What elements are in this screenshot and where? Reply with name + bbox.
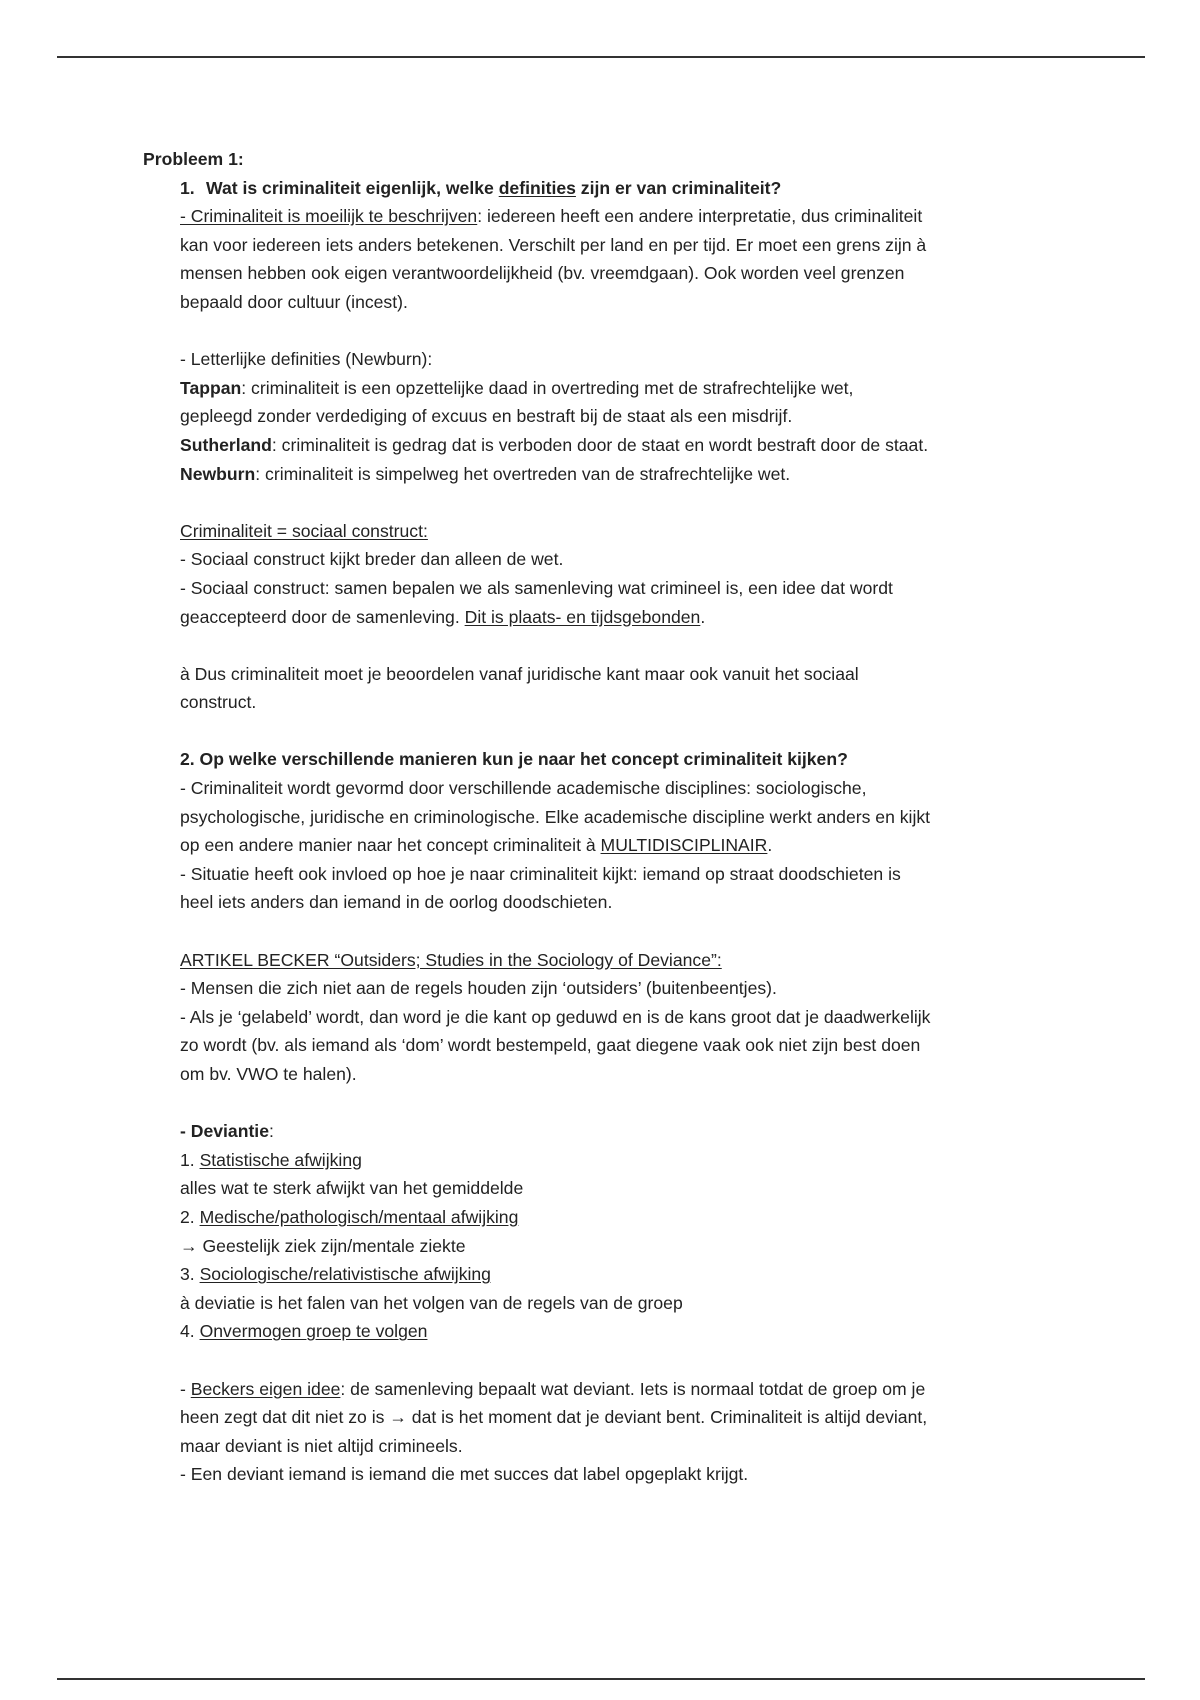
paragraph-text: op een andere manier naar het concept criminaliteit à xyxy=(180,835,601,856)
question-1-title xyxy=(180,174,1063,203)
paragraph-text: - xyxy=(180,1378,191,1399)
paragraph-line: heen zegt dat dit niet zo is → dat is het moment dat je deviant bent. Criminaliteit is altijd deviant, xyxy=(180,1407,928,1428)
paragraph-line: zo wordt (bv. als iemand als ‘dom’ wordt bestempeld, gaat diegene vaak ook niet zijn best doen xyxy=(180,1035,921,1056)
blank-line xyxy=(180,488,1063,517)
definition-text: : criminaliteit is een opzettelijke daad in overtreding met de strafrechtelijke wet, xyxy=(241,377,854,398)
conclusion-line: construct. xyxy=(180,692,257,713)
paragraph-line: - Criminaliteit wordt gevormd door verschillende academische disciplines: sociologische, xyxy=(180,778,867,799)
paragraph-line: - Situatie heeft ook invloed op hoe je naar criminaliteit kijkt: iemand op straat doodschieten is xyxy=(180,863,901,884)
paragraph-text: . xyxy=(700,606,706,627)
list-item-description: à deviatie is het falen van het volgen van de regels van de groep xyxy=(180,1292,683,1313)
blank-line xyxy=(180,1346,1063,1375)
document-body xyxy=(143,145,1063,1489)
paragraph-line xyxy=(180,603,1063,632)
paragraph-line: maar deviant is niet altijd crimineels. xyxy=(180,1435,463,1456)
question-2-title: 2. Op welke verschillende manieren kun je naar het concept criminaliteit kijken? xyxy=(180,749,848,770)
paragraph-line: - Mensen die zich niet aan de regels houden zijn ‘outsiders’ (buitenbeentjes). xyxy=(180,978,777,999)
question-1-section xyxy=(143,174,1063,1489)
paragraph-text: : iedereen heeft een andere interpretatie, dus criminaliteit xyxy=(477,206,923,227)
paragraph-line: heel iets anders dan iemand in de oorlog doodschieten. xyxy=(180,892,613,913)
definition-text: : criminaliteit is simpelweg het overtreden van de strafrechtelijke wet. xyxy=(255,463,791,484)
paragraph-line: - Sociaal construct: samen bepalen we als samenleving wat crimineel is, een idee dat wordt xyxy=(180,577,893,598)
deviantie-label: Deviantie xyxy=(190,1121,269,1142)
paragraph-underlined: Dit is plaats- en tijdsgebonden xyxy=(464,606,701,627)
definition-newburn xyxy=(180,460,1063,489)
becker-heading: ARTIKEL BECKER “Outsiders; Studies in the Sociology of Deviance”: xyxy=(180,949,722,970)
paragraph-text: . xyxy=(767,835,773,856)
paragraph-line: mensen hebben ook eigen verantwoordelijkheid (bv. vreemdgaan). Ook worden veel grenzen xyxy=(180,263,905,284)
definition-author: Newburn xyxy=(180,463,256,484)
becker-idea-line xyxy=(180,1375,1063,1404)
list-item xyxy=(180,1260,1063,1289)
blank-line xyxy=(180,631,1063,660)
question-1-title-underlined: definities xyxy=(498,177,576,198)
blank-line xyxy=(180,717,1063,746)
blank-line xyxy=(180,917,1063,946)
definition-tappan xyxy=(180,374,1063,403)
list-item xyxy=(180,1203,1063,1232)
list-item-title: Sociologische/relativistische afwijking xyxy=(199,1264,491,1285)
blank-line xyxy=(180,1089,1063,1118)
definition-text-continued: gepleegd zonder verdediging of excuus en bestraft bij de staat als een misdrijf. xyxy=(180,406,793,427)
question-1-title-post: zijn er van criminaliteit? xyxy=(575,177,782,198)
paragraph-underlined: - Criminaliteit is moeilijk te beschrijven xyxy=(180,206,478,227)
paragraph-line: psychologische, juridische en criminologische. Elke academische discipline werkt anders en kijkt xyxy=(180,806,931,827)
list-number: 2. xyxy=(180,1206,200,1227)
paragraph-text: geaccepteerd door de samenleving. xyxy=(180,606,465,627)
list-item-title: Onvermogen groep te volgen xyxy=(199,1321,428,1342)
problem-title: Probleem 1: xyxy=(143,149,244,169)
blank-line xyxy=(180,317,1063,346)
paragraph-line xyxy=(180,202,1063,231)
question-1-number: 1. xyxy=(180,177,195,198)
list-item-title: Medische/pathologisch/mentaal afwijking xyxy=(199,1206,519,1227)
definition-sutherland xyxy=(180,431,1063,460)
question-1-title-pre: Wat is criminaliteit eigenlijk, welke xyxy=(206,177,499,198)
definition-text: : criminaliteit is gedrag dat is verboden door de staat en wordt bestraft door de staat. xyxy=(271,434,929,455)
list-item-description: → Geestelijk ziek zijn/mentale ziekte xyxy=(180,1235,466,1256)
definition-author: Sutherland xyxy=(180,434,272,455)
list-number: 4. xyxy=(180,1321,200,1342)
paragraph-line: kan voor iedereen iets anders betekenen. Verschilt per land en per tijd. Er moet een grens zijn à xyxy=(180,234,927,255)
paragraph-line: - Een deviant iemand is iemand die met succes dat label opgeplakt krijgt. xyxy=(180,1464,749,1485)
definition-author: Tappan xyxy=(180,377,242,398)
paragraph-line: om bv. VWO te halen). xyxy=(180,1064,357,1084)
footer-rule xyxy=(57,1678,1145,1680)
list-number: 3. xyxy=(180,1264,200,1285)
list-item xyxy=(180,1146,1063,1175)
deviantie-dash: - xyxy=(180,1121,191,1142)
definitions-intro: - Letterlijke definities (Newburn): xyxy=(180,349,433,370)
paragraph-line xyxy=(180,831,1063,860)
header-rule xyxy=(57,56,1145,58)
list-item-description: alles wat te sterk afwijkt van het gemiddelde xyxy=(180,1178,524,1199)
paragraph-text: : de samenleving bepaalt wat deviant. Iets is normaal totdat de groep om je xyxy=(340,1378,926,1399)
list-number: 1. xyxy=(180,1149,200,1170)
list-item-title: Statistische afwijking xyxy=(199,1149,362,1170)
paragraph-line: bepaald door cultuur (incest). xyxy=(180,291,408,312)
paragraph-line: - Als je ‘gelabeld’ wordt, dan word je die kant op geduwd en is de kans groot dat je daadwerkelijk xyxy=(180,1006,931,1027)
conclusion-line: à Dus criminaliteit moet je beoordelen vanaf juridische kant maar ook vanuit het sociaal xyxy=(180,663,859,684)
paragraph-underlined: Beckers eigen idee xyxy=(190,1378,341,1399)
paragraph-line: - Sociaal construct kijkt breder dan alleen de wet. xyxy=(180,549,564,570)
deviantie-heading xyxy=(180,1117,1063,1146)
social-construct-heading: Criminaliteit = sociaal construct: xyxy=(180,520,428,541)
list-item xyxy=(180,1317,1063,1346)
paragraph-underlined: MULTIDISCIPLINAIR xyxy=(600,835,768,856)
deviantie-colon: : xyxy=(268,1121,274,1142)
